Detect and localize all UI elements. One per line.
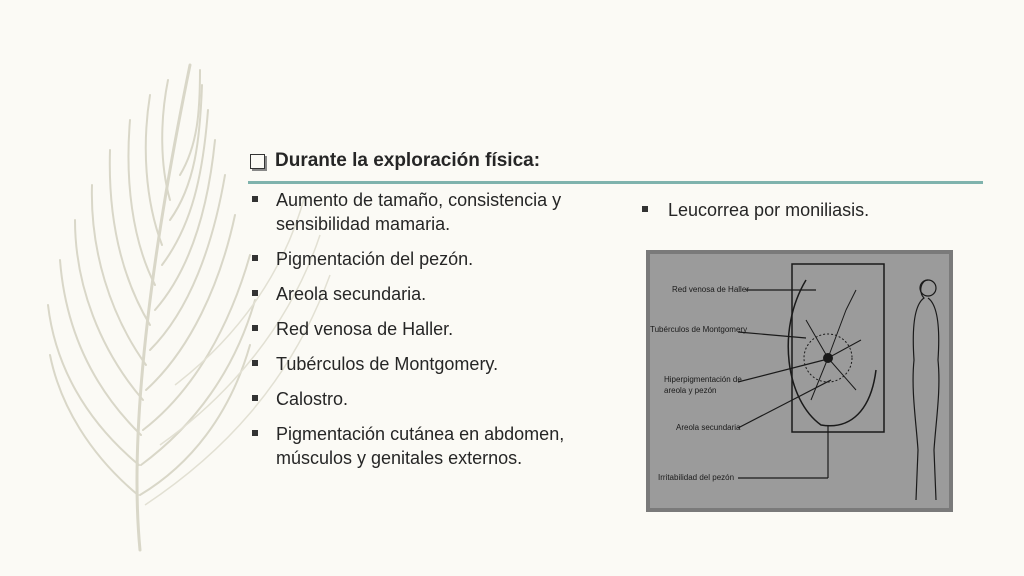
square-bullet-icon xyxy=(252,395,258,401)
list-item-text: Tubérculos de Montgomery. xyxy=(276,354,499,374)
square-bullet-icon xyxy=(252,290,258,296)
list-item xyxy=(252,317,582,341)
diagram-label: Red venosa de Haller xyxy=(672,285,749,294)
list-item-text: Pigmentación cutánea en abdomen, músculos y genitales externos. xyxy=(276,424,565,468)
bullet-list xyxy=(252,188,582,481)
accent-divider xyxy=(248,181,983,184)
breast-diagram-image xyxy=(646,250,953,512)
list-item xyxy=(252,387,582,411)
right-list-item xyxy=(642,198,869,222)
list-item xyxy=(252,247,582,271)
checkbox-icon xyxy=(250,154,265,169)
diagram-label: Areola secundaria xyxy=(676,423,741,432)
diagram-label: Hiperpigmentación de xyxy=(664,375,742,384)
heading-row xyxy=(250,150,540,172)
diagram-label: Irritabilidad del pezón xyxy=(658,473,735,482)
list-item-text: Pigmentación del pezón. xyxy=(276,249,474,269)
right-list-item-text: Leucorrea por moniliasis. xyxy=(668,200,870,220)
list-item-text: Areola secundaria. xyxy=(276,284,427,304)
list-item xyxy=(252,422,582,470)
diagram-label: areola y pezón xyxy=(664,386,717,395)
list-item-text: Aumento de tamaño, consistencia y sensibilidad mamaria. xyxy=(276,190,562,234)
list-item-text: Red venosa de Haller. xyxy=(276,319,454,339)
square-bullet-icon xyxy=(642,206,648,212)
list-item xyxy=(252,282,582,306)
list-item xyxy=(252,188,582,236)
square-bullet-icon xyxy=(252,430,258,436)
square-bullet-icon xyxy=(252,360,258,366)
diagram-label: Tubérculos de Montgomery xyxy=(650,325,748,334)
square-bullet-icon xyxy=(252,196,258,202)
square-bullet-icon xyxy=(252,255,258,261)
heading-text: Durante la exploración física: xyxy=(275,150,541,171)
list-item xyxy=(252,352,582,376)
list-item-text: Calostro. xyxy=(276,389,349,409)
square-bullet-icon xyxy=(252,325,258,331)
